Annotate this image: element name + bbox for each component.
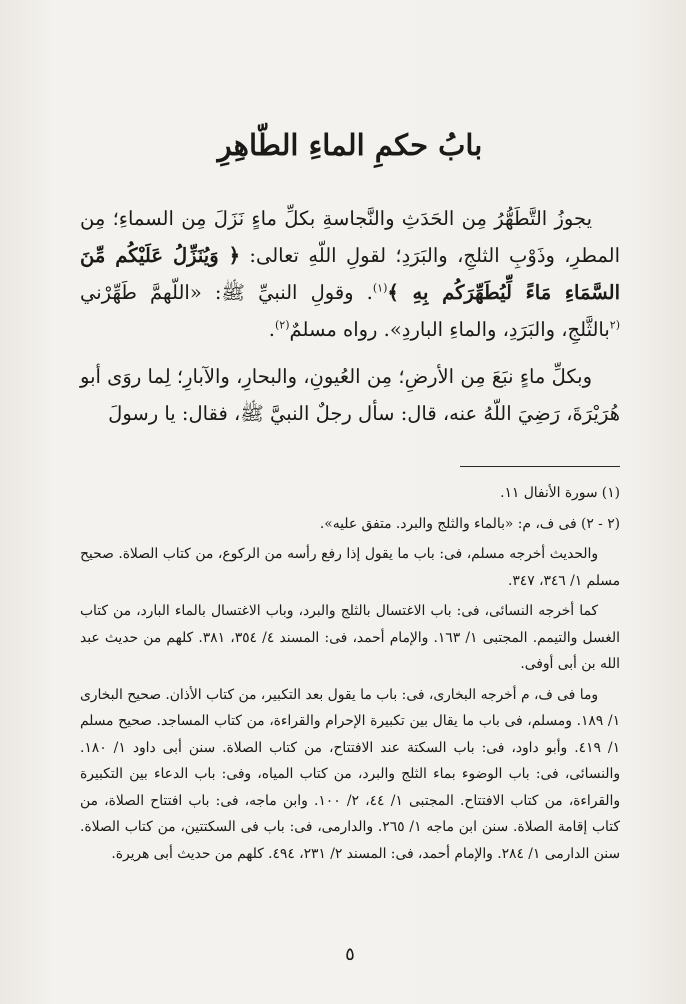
paragraph-1-part-a: يجوزُ التَّطَهُّرُ مِن الحَدَثِ والنَّجاسةِ بكلِّ ماءٍ نَزَلَ مِن السماءِ؛ مِن المطرِ، وذَوْبِ الثلجِ، والبَرَدِ؛ لقولِ اللّهِ تعالى: [80, 207, 620, 267]
paragraph-1-part-d: رواه مسلمٌ [289, 318, 378, 341]
footnote-ref-2-open: (٢ [609, 318, 620, 332]
paragraph-1-part-b: . وقولِ النبيِّ ﷺ: «اللّهمَّ طَهِّرْني [80, 281, 373, 304]
footnote-ref-1: (١) [372, 281, 388, 295]
footnote-separator [460, 466, 620, 467]
paragraph-1-part-c: بالثَّلجِ، والبَرَدِ، والماءِ الباردِ». [383, 318, 610, 341]
main-text [80, 200, 620, 442]
footnote-2-nasai: كما أخرجه النسائى، فى: باب الاغتسال بالثلج والبرد، وباب الاغتسال بالماء البارد، من كتاب الغسل والتيمم. المجتبى ١/ ١٦٣. والإمام أحمد، فى: المسند ٤/ ٣٥٤، ٣٨١. كلهم من حديث عبد الله بن أبى أوفى. [80, 603, 620, 672]
page-number: ٥ [345, 944, 355, 965]
footnote-1: (١) سورة الأنفال ١١. [500, 485, 620, 501]
footnote-ref-2-close: (٢) [275, 318, 290, 332]
page-content [80, 0, 620, 1004]
footnote-2: (٢ - ٢) فى ف، م: «بالماء والثلج والبرد. متفق عليه». [319, 515, 620, 532]
paragraph-1: يجوزُ التَّطَهُّرُ مِن الحَدَثِ والنَّجاسةِ بكلِّ ماءٍ نَزَلَ مِن السماءِ؛ مِن المطرِ، وذَوْبِ الثلجِ، والبَرَدِ؛ لقولِ اللّهِ تعالى: ﴿ وَيُنَزِّلُ عَلَيْكُم مِّنَ السَّمَاءِ مَاءً لِّيُطَهِّرَكُم بِهِ ﴾$^{(١)}$. وقولِ النبيِّ ﷺ: «اللّهمَّ طَهِّرْني $^{(٢}$بالثَّلجِ، والبَرَدِ، والماءِ الباردِ». رواه مسلمٌ$^{(٢)}$. [80, 207, 620, 341]
paragraph-2: وبكلِّ ماءٍ نبَعَ مِن الأرضِ؛ مِن العُيونِ، والبحارِ، والآبارِ؛ لِما روَى أبو هُرَيْرَةَ، رَضِيَ اللّهُ عنه، قال: سأل رجلٌ النبيَّ ﷺ، فقال: يا رسولَ [80, 365, 620, 425]
footnote-2-bukhari: وما فى ف، م أخرجه البخارى، فى: باب ما يقول بعد التكبير، من كتاب الأذان. صحيح البخارى ١/ ١٨٩. ومسلم، فى باب ما يقال بين تكبيرة الإحرام والقراءة، من كتاب المساجد. صحيح مسلم ١/ ٤١٩. وأبو داود، فى: باب السكتة عند الافتتاح، من كتاب الصلاة. سنن أبى داود ١/ ١٨٠. والنسائى، فى: باب الوضوء بماء الثلج والبرد، من كتاب المياه، وفى: باب الدعاء بين التكبيرة والقراءة، من كتاب الافتتاح. المجتبى ١/ ٤٤، ٢/ ١٠٠. وابن ماجه، فى: باب افتتاح الصلاة، من كتاب إقامة الصلاة. سنن ابن ماجه ١/ ٢٦٥. والدارمى، فى: باب فى السكتتين، من كتاب الصلاة. سنن الدارمى ١/ ٢٨٤. والإمام أحمد، فى: المسند ٢/ ٢٣١، ٤٩٤. كلهم من حديث أبى هريرة. [80, 686, 620, 862]
quran-verse: ﴿ وَيُنَزِّلُ عَلَيْكُم مِّنَ السَّمَاءِ مَاءً لِّيُطَهِّرَكُم بِهِ ﴾ [80, 244, 620, 304]
footnote-2-muslim: والحديث أخرجه مسلم، فى: باب ما يقول إذا رفع رأسه من الركوع، من كتاب الصلاة. صحيح مسلم ١/ ٣٤٦، ٣٤٧. [80, 546, 620, 589]
chapter-title: بابُ حكمِ الماءِ الطّاهِرِ [217, 128, 483, 162]
footnotes [80, 480, 620, 871]
